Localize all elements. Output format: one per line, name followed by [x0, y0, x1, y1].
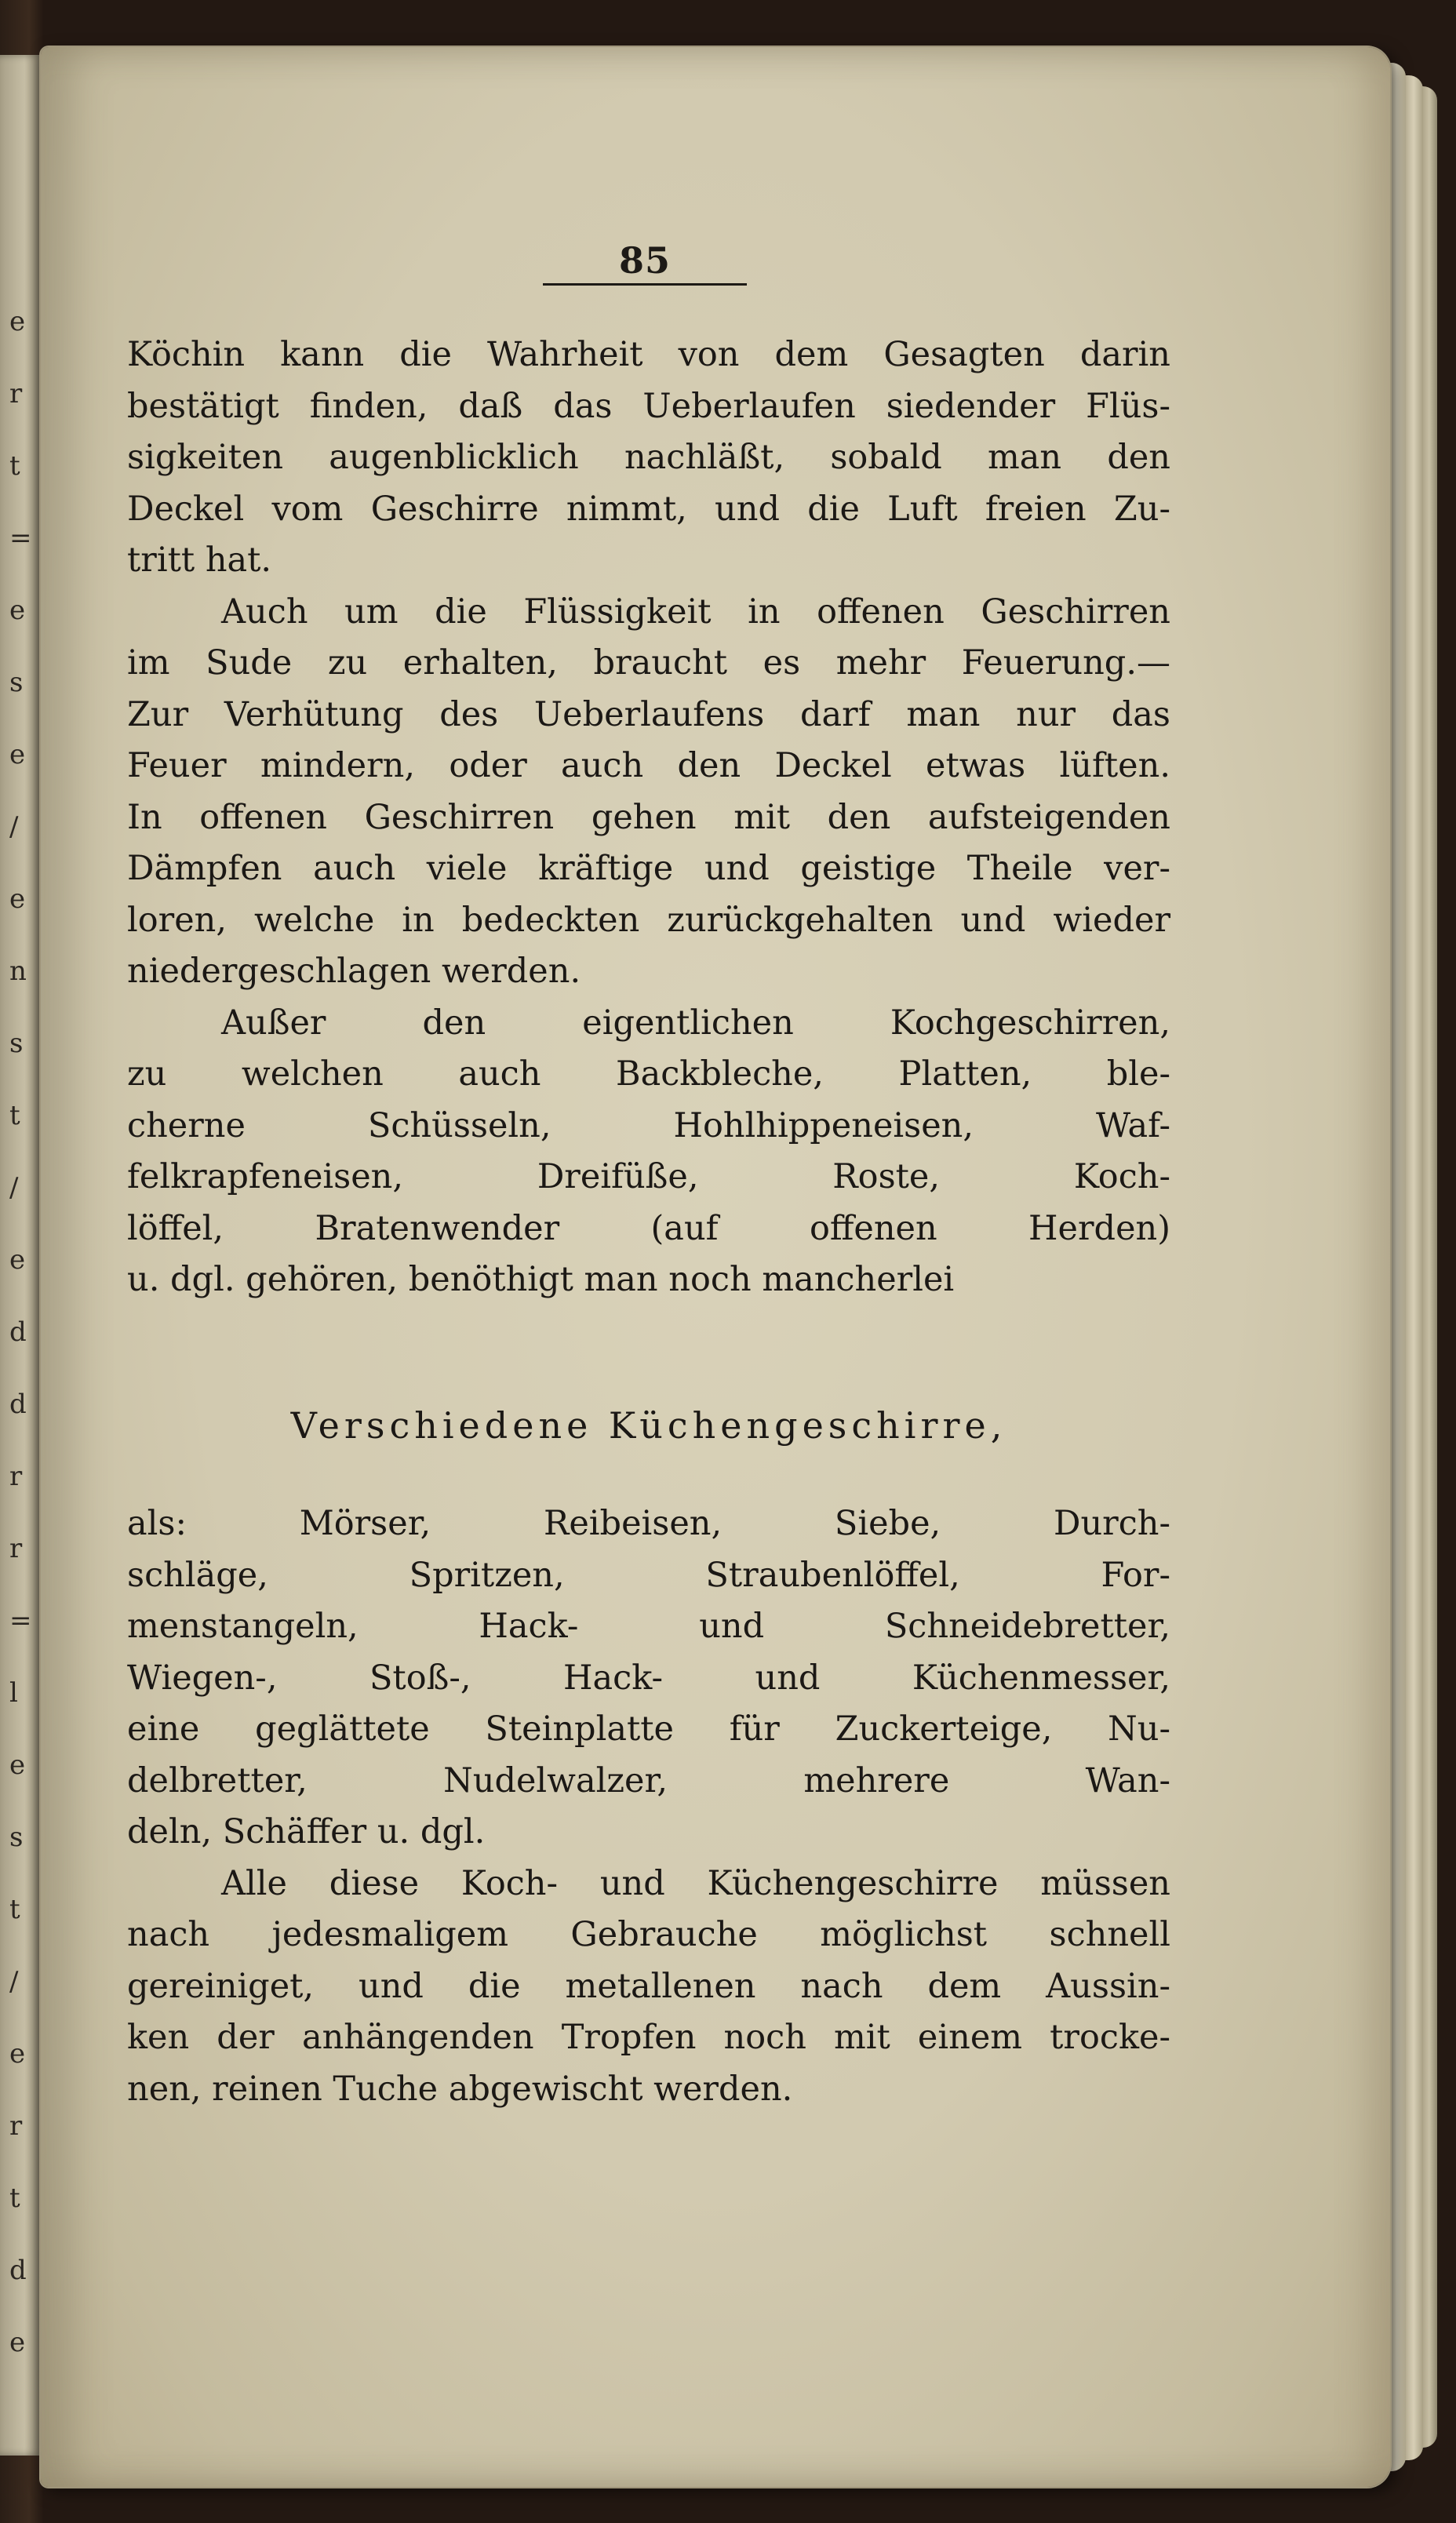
text-line: Alle diese Koch- und Küchengeschirre müssen	[221, 1863, 1170, 1903]
text-line: loren, welche in bedeckten zurückgehalten und wieder	[127, 900, 1170, 940]
text-line: deln, Schäffer u. dgl.	[127, 1812, 486, 1851]
text-line: Köchin kann die Wahrheit von dem Gesagten darin	[127, 335, 1170, 374]
previous-page-edge	[0, 55, 41, 2456]
text-line: zu welchen auch Backbleche, Platten, ble-	[127, 1054, 1170, 1094]
text-line: gereiniget, und die metallenen nach dem Aussin-	[127, 1966, 1170, 2006]
text-line: felkrapfeneisen, Dreifüße, Roste, Koch-	[127, 1157, 1170, 1196]
previous-page-letter: t	[9, 2183, 20, 2214]
previous-page-letter: /	[9, 811, 19, 843]
paragraph-5	[127, 1859, 1170, 2116]
text-line: nen, reinen Tuche abgewischt werden.	[127, 2069, 793, 2109]
text-line: als: Mörser, Reibeisen, Siebe, Durch-	[127, 1504, 1170, 1543]
previous-page-letter: r	[9, 1533, 23, 1564]
text-line: Dämpfen auch viele kräftige und geistige Theile ver-	[127, 849, 1170, 888]
previous-page-letter: e	[9, 1749, 26, 1781]
previous-page-letter: =	[9, 522, 32, 554]
text-line: sigkeiten augenblicklich nachläßt, sobald man den	[127, 438, 1170, 477]
text-line: eine geglättete Steinplatte für Zuckerteige, Nu-	[127, 1709, 1170, 1749]
previous-page-letter: r	[9, 1461, 23, 1492]
paragraph-1	[127, 329, 1170, 587]
text-line: Auch um die Flüssigkeit in offenen Geschirren	[221, 592, 1170, 632]
text-line: im Sude zu erhalten, braucht es mehr Feuerung.—	[127, 643, 1170, 683]
text-line: schläge, Spritzen, Straubenlöffel, For-	[127, 1555, 1170, 1595]
text-line: bestätigt finden, daß das Ueberlaufen siedender Flüs-	[127, 386, 1170, 426]
previous-page-letter: t	[9, 1894, 20, 1925]
paragraph-2	[127, 587, 1170, 998]
previous-page-letter: d	[9, 1316, 27, 1348]
page-stack-edge	[1421, 86, 1437, 2448]
previous-page-letter: =	[9, 1605, 32, 1636]
text-line: löffel, Bratenwender (auf offenen Herden)	[127, 1208, 1170, 1248]
previous-page-letter: d	[9, 2255, 27, 2286]
previous-page-letter: /	[9, 1172, 19, 1203]
previous-page-letter: e	[9, 2038, 26, 2070]
previous-page-letter: r	[9, 2110, 23, 2142]
text-line: ken der anhängenden Tropfen noch mit einem trocke-	[127, 2018, 1170, 2057]
previous-page-letter: d	[9, 1389, 27, 1420]
text-line: niedergeschlagen werden.	[127, 952, 581, 991]
text-line: nach jedesmaligem Gebrauche möglichst schnell	[127, 1915, 1170, 1954]
previous-page-letter: /	[9, 1966, 19, 1997]
previous-page-letter: s	[9, 1822, 24, 1853]
text-line: In offenen Geschirren gehen mit den aufsteigenden	[127, 797, 1170, 837]
paragraph-3	[127, 998, 1170, 1306]
paragraph-4	[127, 1498, 1170, 1859]
page-number: 85	[618, 239, 671, 282]
previous-page-fragments	[3, 55, 38, 2456]
previous-page-letter: e	[9, 595, 26, 626]
previous-page-letter: t	[9, 450, 20, 482]
text-block-upper	[127, 329, 1170, 1306]
previous-page-letter: s	[9, 1028, 24, 1059]
previous-page-letter: s	[9, 667, 24, 698]
text-line: u. dgl. gehören, benöthigt man noch mancherlei	[127, 1260, 955, 1299]
previous-page-letter: t	[9, 1100, 20, 1131]
text-line: tritt hat.	[127, 541, 272, 580]
text-line: Feuer mindern, oder auch den Deckel etwas lüften.	[127, 746, 1170, 785]
previous-page-letter: l	[9, 1677, 18, 1709]
text-line: delbretter, Nudelwalzer, mehrere Wan-	[127, 1760, 1170, 1800]
text-line: Deckel vom Geschirre nimmt, und die Luft freien Zu-	[127, 489, 1170, 529]
text-line: Außer den eigentlichen Kochgeschirren,	[221, 1003, 1170, 1043]
previous-page-letter: e	[9, 1244, 26, 1276]
page-stack-edge	[1404, 75, 1423, 2460]
previous-page-letter: r	[9, 378, 23, 410]
text-line: menstangeln, Hack- und Schneidebretter,	[127, 1607, 1170, 1646]
text-line: Zur Verhütung des Ueberlaufens darf man nur das	[127, 694, 1170, 734]
previous-page-letter: n	[9, 956, 27, 987]
text-line: Wiegen-, Stoß-, Hack- und Küchenmesser,	[127, 1658, 1170, 1698]
previous-page-letter: e	[9, 883, 26, 915]
previous-page-letter: e	[9, 2327, 26, 2358]
text-line: cherne Schüsseln, Hohlhippeneisen, Waf-	[127, 1105, 1170, 1145]
header-rule	[543, 283, 747, 286]
previous-page-letter: e	[9, 739, 26, 770]
previous-page-letter: e	[9, 306, 26, 337]
page-header	[543, 239, 747, 286]
section-heading: Verschiedene Küchengeschirre,	[290, 1404, 1007, 1447]
text-block-lower	[127, 1498, 1170, 2115]
book-page	[41, 47, 1390, 2487]
